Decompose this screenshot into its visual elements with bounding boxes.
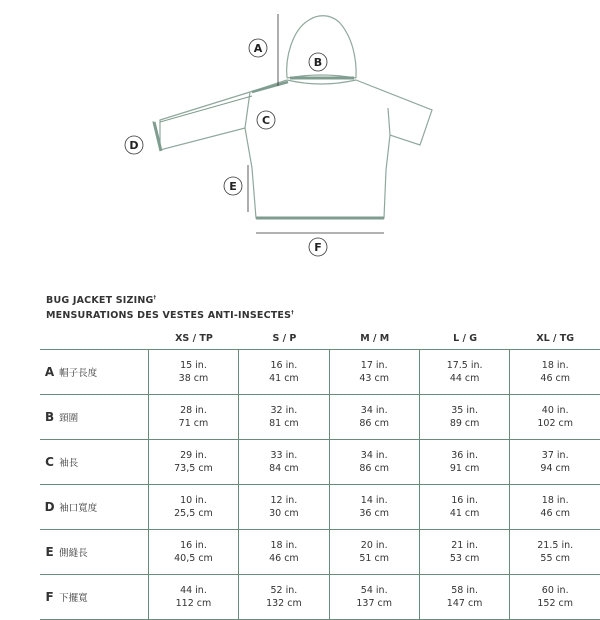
value-inches: 34 in. xyxy=(360,405,388,416)
table-row xyxy=(40,529,600,574)
row-letter: A xyxy=(40,349,59,394)
col-header: XS / TP xyxy=(175,332,213,344)
table-row xyxy=(40,439,600,484)
size-cell xyxy=(239,349,329,394)
value-inches: 12 in. xyxy=(270,495,298,506)
size-cell xyxy=(420,484,511,529)
value-inches: 20 in. xyxy=(360,540,388,551)
callout-f xyxy=(309,238,327,256)
size-cell xyxy=(510,529,600,574)
value-inches: 36 in. xyxy=(451,450,479,461)
size-table xyxy=(40,327,600,620)
callout-d xyxy=(125,136,143,154)
value-inches: 32 in. xyxy=(270,405,298,416)
value-cm: 91 cm xyxy=(449,463,480,474)
size-cell xyxy=(330,574,420,620)
col-header: L / G xyxy=(453,332,478,344)
callout-e xyxy=(224,177,242,195)
size-cell xyxy=(149,394,240,439)
value-cm: 112 cm xyxy=(175,598,212,609)
size-cell xyxy=(239,484,329,529)
value-inches: 14 in. xyxy=(360,495,388,506)
svg-text:C: C xyxy=(261,114,271,127)
size-cell xyxy=(420,529,511,574)
size-cell xyxy=(510,349,600,394)
callout-a xyxy=(249,39,267,57)
value-cm: 94 cm xyxy=(540,463,570,474)
value-cm: 53 cm xyxy=(449,553,480,564)
value-cm: 46 cm xyxy=(269,553,299,564)
value-inches: 44 in. xyxy=(180,585,207,596)
size-cell xyxy=(420,394,511,439)
row-letter: D xyxy=(40,484,59,529)
chart-titles xyxy=(46,292,294,322)
size-cell xyxy=(420,574,511,620)
svg-text:F: F xyxy=(314,241,322,254)
value-inches: 21 in. xyxy=(451,540,479,551)
row-letter: B xyxy=(40,394,59,439)
size-cell xyxy=(420,439,511,484)
header-row xyxy=(40,327,600,349)
callout-c xyxy=(257,111,275,129)
row-name: 帽子長度 xyxy=(59,349,149,394)
jacket-outline xyxy=(153,16,432,218)
value-inches: 18 in. xyxy=(270,540,298,551)
value-inches: 21.5 in. xyxy=(537,540,574,551)
title-fr: MENSURATIONS DES VESTES ANTI-INSECTES† xyxy=(46,310,294,322)
table-row xyxy=(40,394,600,439)
svg-text:A: A xyxy=(253,42,263,55)
value-cm: 51 cm xyxy=(359,553,389,564)
value-inches: 17.5 in. xyxy=(446,360,483,371)
value-cm: 71 cm xyxy=(178,418,209,429)
value-cm: 102 cm xyxy=(537,418,574,429)
svg-text:B: B xyxy=(313,56,323,69)
value-inches: 16 in. xyxy=(270,360,298,371)
value-cm: 46 cm xyxy=(540,373,570,384)
value-inches: 15 in. xyxy=(180,360,207,371)
size-cell xyxy=(149,349,240,394)
row-name: 側縫長 xyxy=(59,529,149,574)
value-cm: 152 cm xyxy=(537,598,574,609)
size-cell xyxy=(239,394,329,439)
col-header: XL / TG xyxy=(536,332,575,344)
table-row xyxy=(40,484,600,529)
col-header: S / P xyxy=(272,332,297,344)
table-row xyxy=(40,349,600,394)
value-cm: 41 cm xyxy=(449,508,480,519)
size-cell xyxy=(239,574,329,620)
value-inches: 10 in. xyxy=(180,495,207,506)
size-cell xyxy=(420,349,511,394)
value-cm: 43 cm xyxy=(359,373,389,384)
size-cell xyxy=(149,529,240,574)
size-cell xyxy=(149,574,240,620)
value-cm: 40,5 cm xyxy=(174,553,213,564)
value-cm: 44 cm xyxy=(449,373,480,384)
row-name: 袖長 xyxy=(59,439,149,484)
value-inches: 16 in. xyxy=(180,540,207,551)
value-cm: 147 cm xyxy=(446,598,483,609)
value-inches: 58 in. xyxy=(451,585,479,596)
jacket-diagram xyxy=(0,0,600,280)
value-cm: 86 cm xyxy=(359,418,389,429)
size-cell xyxy=(330,484,420,529)
size-cell xyxy=(510,394,600,439)
value-inches: 18 in. xyxy=(541,360,569,371)
svg-text:D: D xyxy=(129,139,139,152)
size-cell xyxy=(149,439,240,484)
size-cell xyxy=(330,349,420,394)
size-cell xyxy=(510,484,600,529)
size-cell xyxy=(510,574,600,620)
size-cell xyxy=(149,484,240,529)
value-inches: 18 in. xyxy=(541,495,569,506)
size-cell xyxy=(510,439,600,484)
row-letter: E xyxy=(40,529,59,574)
value-inches: 34 in. xyxy=(360,450,388,461)
value-inches: 52 in. xyxy=(270,585,298,596)
value-cm: 137 cm xyxy=(356,598,393,609)
value-cm: 30 cm xyxy=(269,508,299,519)
header-blank-name xyxy=(59,327,149,349)
value-cm: 36 cm xyxy=(359,508,389,519)
value-cm: 89 cm xyxy=(449,418,480,429)
value-inches: 29 in. xyxy=(180,450,207,461)
sleeve-measure-line xyxy=(160,96,252,122)
header-blank xyxy=(40,327,59,349)
value-cm: 46 cm xyxy=(540,508,570,519)
value-inches: 35 in. xyxy=(451,405,479,416)
row-name: 下擺寬 xyxy=(59,574,149,620)
size-cell xyxy=(239,529,329,574)
value-inches: 40 in. xyxy=(541,405,569,416)
value-inches: 33 in. xyxy=(270,450,298,461)
value-cm: 25,5 cm xyxy=(174,508,213,519)
svg-text:E: E xyxy=(229,180,237,193)
value-inches: 28 in. xyxy=(180,405,207,416)
table-row xyxy=(40,574,600,620)
size-cell xyxy=(330,529,420,574)
value-inches: 60 in. xyxy=(541,585,569,596)
row-name: 頸圍 xyxy=(59,394,149,439)
value-inches: 16 in. xyxy=(451,495,479,506)
value-cm: 55 cm xyxy=(540,553,570,564)
row-name: 袖口寬度 xyxy=(59,484,149,529)
value-cm: 84 cm xyxy=(269,463,299,474)
value-cm: 41 cm xyxy=(269,373,299,384)
value-cm: 38 cm xyxy=(178,373,209,384)
title-en: BUG JACKET SIZING† xyxy=(46,295,157,307)
size-cell xyxy=(330,439,420,484)
row-letter: C xyxy=(40,439,59,484)
value-cm: 73,5 cm xyxy=(174,463,213,474)
value-cm: 132 cm xyxy=(266,598,302,609)
size-cell xyxy=(239,439,329,484)
row-letter: F xyxy=(40,574,59,620)
callout-b xyxy=(309,53,327,71)
value-inches: 54 in. xyxy=(360,585,388,596)
value-cm: 81 cm xyxy=(269,418,299,429)
value-inches: 17 in. xyxy=(360,360,388,371)
value-cm: 86 cm xyxy=(359,463,389,474)
value-inches: 37 in. xyxy=(541,450,569,461)
size-cell xyxy=(330,394,420,439)
col-header: M / M xyxy=(360,332,390,344)
shoulder-line xyxy=(252,82,288,92)
